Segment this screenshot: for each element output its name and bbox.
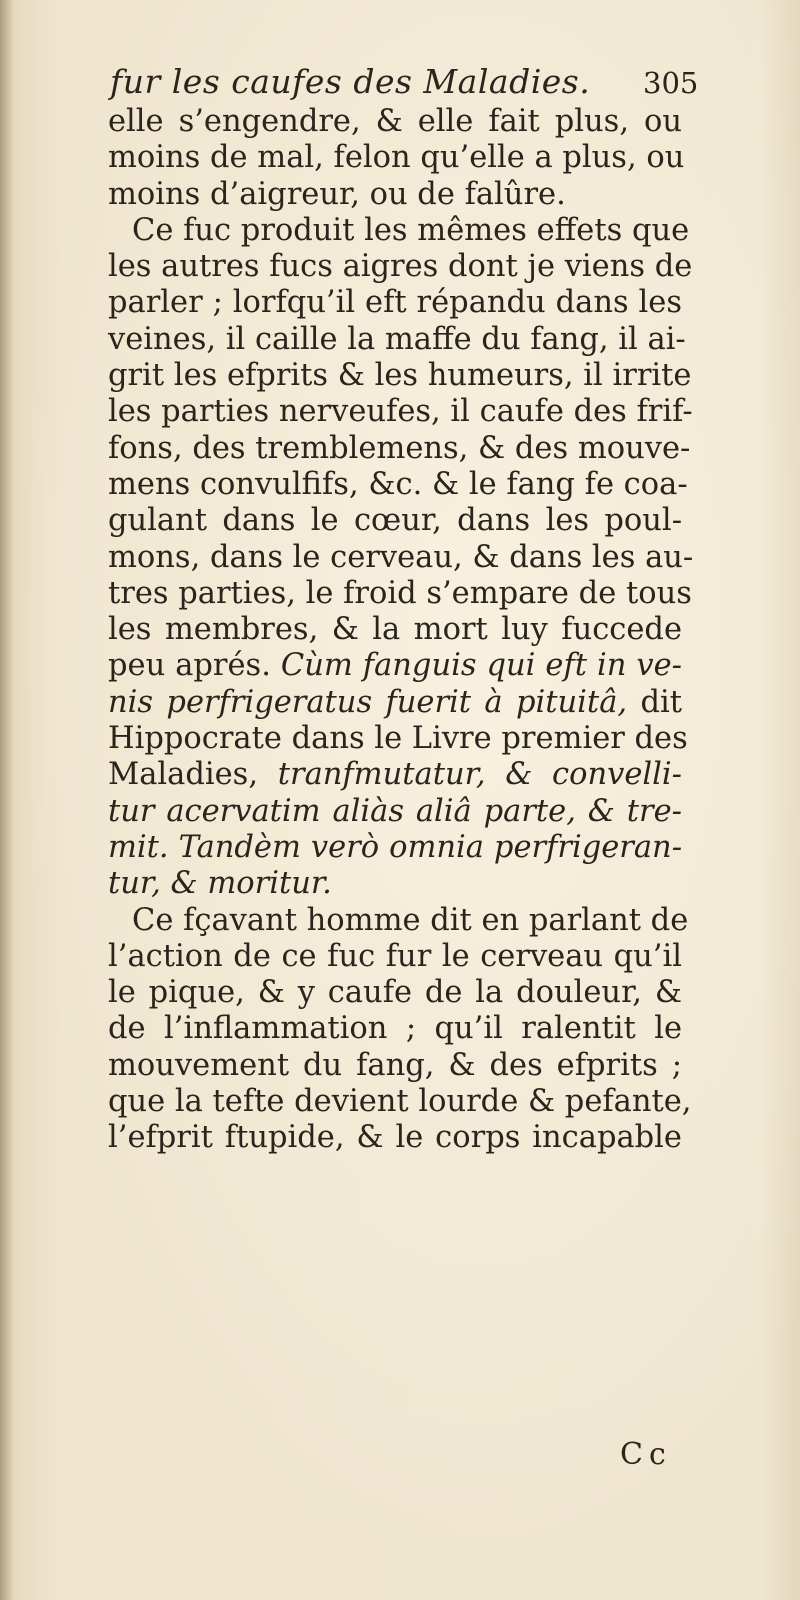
text-line: gulant dans le cœur, dans les poul- (108, 503, 682, 539)
text-line: elle s’engendre, & elle fait plus, ou (108, 104, 682, 139)
text-line: l’efprit ftupide, & le corps incapable (108, 1120, 682, 1156)
text-line: moins d’aigreur, ou de falûre. (108, 176, 566, 212)
text-line: fons, des tremblemens, & des mouve- (108, 430, 691, 466)
latin-quotation: Cùm fanguis qui eft in ve- (280, 648, 682, 684)
text-line: de l’inflammation ; qu’il ralentit le (108, 1011, 682, 1047)
text-line: les membres, & la mort luy fuccede (108, 612, 682, 648)
text-line: Hippocrate dans le Livre premier des (108, 721, 688, 757)
text-line: Ce fuc produit les mêmes effets que (132, 212, 690, 248)
text-line (108, 757, 682, 793)
text-line: parler ; lorfqu’il eft répandu dans les (108, 285, 682, 321)
latin-quotation: tranfmutatur, & convelli- (277, 757, 682, 793)
text-line: que la tefte devient lourde & pefante, (108, 1084, 692, 1120)
signature-mark: Cc (620, 1437, 672, 1472)
roman-run: Maladies, (108, 757, 278, 793)
text-line: les autres fucs aigres dont je viens de (108, 249, 693, 285)
gutter-shadow (0, 0, 14, 1600)
text-line: mouvement du fang, & des efprits ; (108, 1047, 682, 1083)
latin-quotation: nis perfrigeratus fuerit à pituitâ, (108, 684, 628, 720)
text-line: l’action de ce fuc fur le cerveau qu’il (108, 938, 682, 974)
text-line: les parties nerveufes, il caufe des frif- (108, 394, 693, 430)
running-header: fur les caufes des Maladies. (110, 62, 591, 101)
text-line: mons, dans le cerveau, & dans les au- (108, 539, 694, 575)
text-line: moins de mal, felon qu’elle a plus, ou (108, 140, 685, 176)
text-line: veines, il caille la maffe du fang, il ai- (108, 321, 686, 357)
latin-quotation-line: mit. Tandèm verò omnia perfrigeran- (108, 829, 682, 865)
text-line: le pique, & y caufe de la douleur, & (108, 975, 682, 1011)
text-line: mens convulfifs, &c. & le fang fe coa- (108, 466, 688, 502)
latin-quotation-line: tur acervatim aliàs aliâ parte, & tre- (108, 793, 682, 829)
text-line: grit les efprits & les humeurs, il irrite (108, 358, 692, 394)
body-text (108, 104, 694, 1157)
text-line: Ce fçavant homme dit en parlant de (132, 902, 689, 938)
roman-run: peu aprés. (108, 648, 281, 684)
page-number: 305 (643, 66, 699, 100)
roman-run: dit (627, 684, 682, 720)
text-line (108, 685, 682, 721)
latin-quotation-line: tur, & moritur. (108, 866, 332, 902)
text-line: tres parties, le froid s’empare de tous (108, 575, 692, 611)
text-line (108, 648, 682, 684)
